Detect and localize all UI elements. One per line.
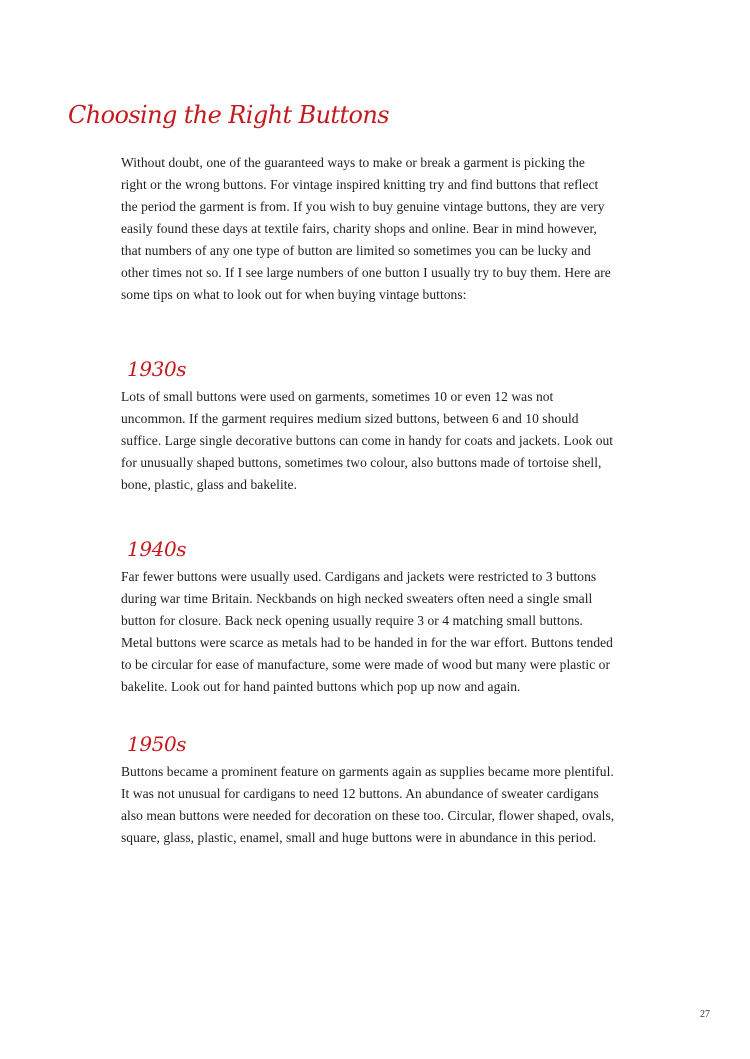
body-line: during war time Britain. Neckbands on high necked sweaters often need a single small bbox=[121, 591, 593, 606]
body-line: bone, plastic, glass and bakelite. bbox=[121, 477, 298, 492]
section-heading-1950s: 1950s bbox=[127, 732, 187, 756]
intro-paragraph bbox=[121, 152, 641, 306]
body-line: bakelite. Look out for hand painted buttons which pop up now and again. bbox=[121, 679, 521, 694]
intro-line: other times not so. If I see large numbers of one button I usually try to buy them. Here are bbox=[121, 265, 611, 280]
body-line: Metal buttons were scarce as metals had to be handed in for the war effort. Buttons tended bbox=[121, 635, 613, 650]
body-line: Far fewer buttons were usually used. Cardigans and jackets were restricted to 3 buttons bbox=[121, 569, 597, 584]
section-body-1940s bbox=[121, 566, 641, 698]
intro-line: the period the garment is from. If you wish to buy genuine vintage buttons, they are very bbox=[121, 199, 605, 214]
page-title: Choosing the Right Buttons bbox=[68, 101, 389, 129]
body-line: It was not unusual for cardigans to need 12 buttons. An abundance of sweater cardigans bbox=[121, 786, 599, 801]
section-body-1950s bbox=[121, 761, 641, 849]
body-line: button for closure. Back neck opening usually require 3 or 4 matching small buttons. bbox=[121, 613, 583, 628]
body-line: also mean buttons were needed for decoration on these too. Circular, flower shaped, ovals, bbox=[121, 808, 615, 823]
intro-line: Without doubt, one of the guaranteed ways to make or break a garment is picking the bbox=[121, 155, 585, 170]
intro-line: that numbers of any one type of button are limited so sometimes you can be lucky and bbox=[121, 243, 591, 258]
body-line: square, glass, plastic, enamel, small and huge buttons were in abundance in this period. bbox=[121, 830, 597, 845]
body-line: to be circular for ease of manufacture, some were made of wood but many were plastic or bbox=[121, 657, 611, 672]
section-heading-1930s: 1930s bbox=[127, 357, 187, 381]
intro-line: easily found these days at textile fairs, charity shops and online. Bear in mind however, bbox=[121, 221, 597, 236]
section-body-1930s bbox=[121, 386, 641, 496]
body-line: suffice. Large single decorative buttons can come in handy for coats and jackets. Look out bbox=[121, 433, 614, 448]
body-line: Lots of small buttons were used on garments, sometimes 10 or even 12 was not bbox=[121, 389, 554, 404]
page-number: 27 bbox=[700, 1009, 710, 1020]
body-line: uncommon. If the garment requires medium sized buttons, between 6 and 10 should bbox=[121, 411, 579, 426]
intro-line: some tips on what to look out for when buying vintage buttons: bbox=[121, 287, 467, 302]
body-line: Buttons became a prominent feature on garments again as supplies became more plentiful. bbox=[121, 764, 614, 779]
body-line: for unusually shaped buttons, sometimes two colour, also buttons made of tortoise shell, bbox=[121, 455, 602, 470]
intro-line: right or the wrong buttons. For vintage inspired knitting try and find buttons that reflect bbox=[121, 177, 599, 192]
section-heading-1940s: 1940s bbox=[127, 537, 187, 561]
